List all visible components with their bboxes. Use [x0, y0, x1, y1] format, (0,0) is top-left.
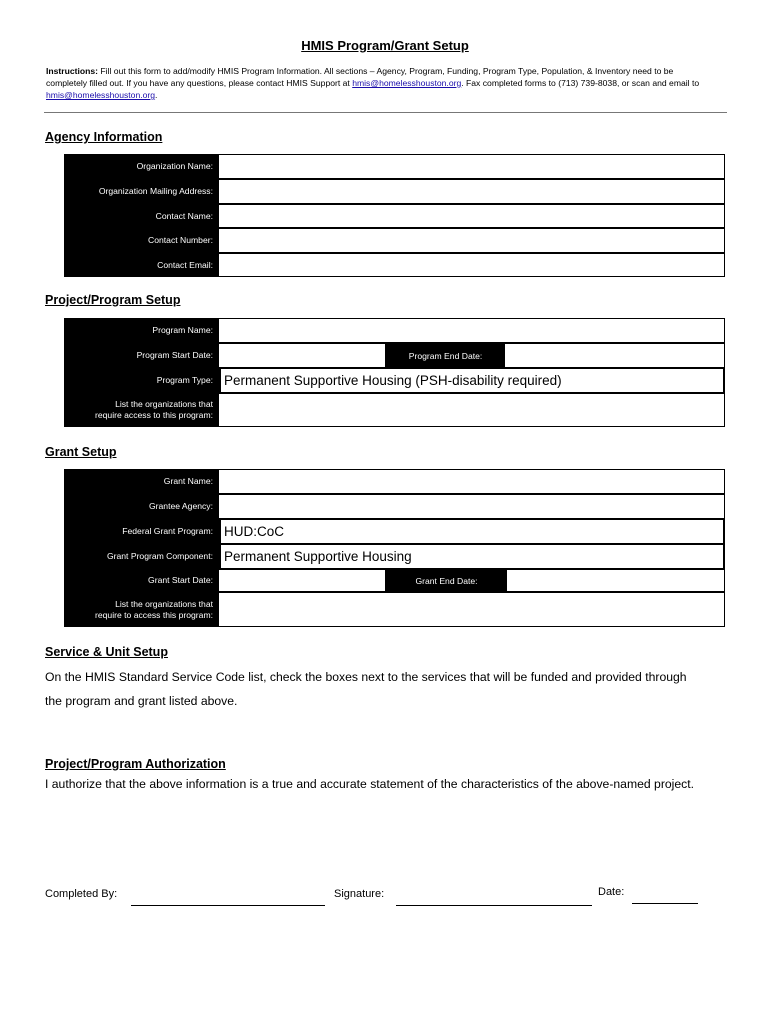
grant-end-field[interactable]	[507, 569, 725, 592]
grant-row	[64, 544, 725, 569]
program-row	[64, 368, 725, 393]
grant-start-label: Grant Start Date:	[64, 569, 219, 592]
signature-line[interactable]	[396, 905, 592, 906]
completed-by-line[interactable]	[131, 905, 325, 906]
program-start-label: Program Start Date:	[64, 343, 219, 368]
instructions-text-1: Fill out this form to add/modify HMIS Program Information. All sections – Agency, Program, Funding, Program Type, Population, & Inventory need to be completely filled out. If you have any questions, please contact HMIS Support at	[46, 66, 674, 88]
authorization-heading: Project/Program Authorization	[45, 757, 226, 771]
program-row	[64, 393, 725, 427]
grant-start-field[interactable]	[219, 569, 386, 592]
program-type-label: Program Type:	[64, 368, 219, 393]
grant-component-label: Grant Program Component:	[64, 544, 219, 569]
organization-name-field[interactable]	[219, 154, 725, 179]
grant-access-label-line-1: List the organizations that	[115, 598, 213, 609]
completed-by-label: Completed By:	[45, 888, 118, 900]
program-row	[64, 343, 725, 368]
contact-number-field[interactable]	[219, 228, 725, 253]
program-row	[64, 318, 725, 343]
agency-row	[64, 228, 725, 253]
agency-row	[64, 179, 725, 204]
program-heading: Project/Program Setup	[45, 293, 181, 307]
grant-name-label: Grant Name:	[64, 469, 219, 494]
program-end-label: Program End Date:	[386, 343, 505, 368]
grant-name-field[interactable]	[219, 469, 725, 494]
contact-number-label: Contact Number:	[64, 228, 219, 253]
instructions-text-2: . Fax completed forms to (713) 739-8038, or scan and email to	[461, 78, 700, 88]
date-label: Date:	[598, 886, 625, 898]
grant-access-label-line-2: require to access this program:	[95, 609, 213, 620]
grantee-agency-label: Grantee Agency:	[64, 494, 219, 519]
program-access-field[interactable]	[219, 393, 725, 427]
grant-row	[64, 494, 725, 519]
agency-row	[64, 204, 725, 228]
program-end-field[interactable]	[505, 343, 725, 368]
scan-email-link[interactable]: hmis@homelesshouston.org	[46, 90, 156, 100]
program-start-field[interactable]	[219, 343, 386, 368]
support-email-link[interactable]: hmis@homelesshouston.org	[352, 78, 462, 88]
program-type-select[interactable]: Permanent Supportive Housing (PSH-disability required)	[219, 368, 725, 393]
service-text: On the HMIS Standard Service Code list, check the boxes next to the services that will be funded and provided through the program and grant listed above.	[45, 670, 687, 708]
grant-end-label: Grant End Date:	[386, 569, 507, 592]
grant-row	[64, 469, 725, 494]
authorization-text: I authorize that the above information is a true and accurate statement of the characteristics of the above-named project.	[45, 777, 695, 791]
signature-label: Signature:	[334, 888, 385, 900]
grant-row	[64, 519, 725, 544]
divider	[44, 112, 727, 113]
federal-grant-label: Federal Grant Program:	[64, 519, 219, 544]
instructions-label: Instructions:	[46, 66, 99, 76]
agency-row	[64, 154, 725, 179]
program-access-label	[64, 393, 219, 427]
instructions-text-3: .	[155, 90, 158, 100]
organization-name-label: Organization Name:	[64, 154, 219, 179]
program-access-label-line-2: require access to this program:	[95, 410, 213, 420]
program-access-label-line-1: List the organizations that	[115, 399, 213, 409]
federal-grant-select[interactable]: HUD:CoC	[219, 519, 725, 544]
contact-email-label: Contact Email:	[64, 253, 219, 277]
agency-row	[64, 253, 725, 277]
service-heading: Service & Unit Setup	[45, 645, 168, 659]
grant-heading: Grant Setup	[45, 445, 117, 459]
grant-row	[64, 592, 725, 627]
mailing-address-field[interactable]	[219, 179, 725, 204]
grant-component-select[interactable]: Permanent Supportive Housing	[219, 544, 725, 569]
contact-name-field[interactable]	[219, 204, 725, 228]
contact-email-field[interactable]	[219, 253, 725, 277]
grant-row	[64, 569, 725, 592]
grant-access-label	[64, 592, 219, 627]
date-line[interactable]	[632, 903, 698, 904]
program-name-field[interactable]	[219, 318, 725, 343]
form-title: HMIS Program/Grant Setup	[301, 38, 469, 53]
agency-heading: Agency Information	[45, 130, 163, 144]
grant-access-field[interactable]	[219, 592, 725, 627]
contact-name-label: Contact Name:	[64, 204, 219, 228]
program-name-label: Program Name:	[64, 318, 219, 343]
instructions	[46, 65, 716, 101]
mailing-address-label: Organization Mailing Address:	[64, 179, 219, 204]
grantee-agency-field[interactable]	[219, 494, 725, 519]
